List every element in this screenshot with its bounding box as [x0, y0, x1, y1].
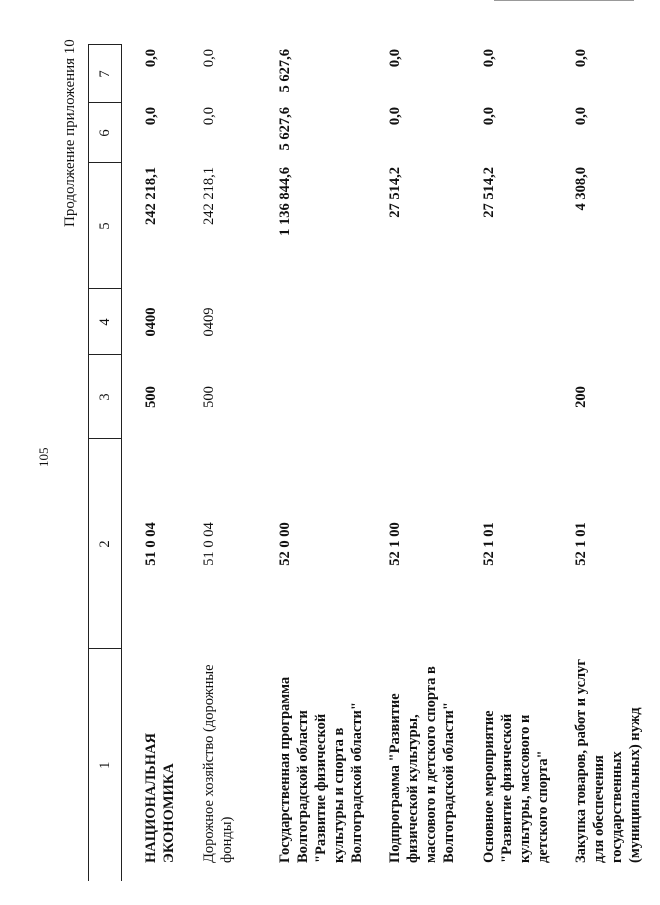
- row-value-7: 0,0: [480, 49, 497, 68]
- row-vr: 200: [572, 386, 589, 408]
- header-col-2: 2: [89, 439, 122, 649]
- table-row: [180, 45, 256, 881]
- header-col-3: 3: [89, 355, 122, 439]
- header-col-5: 5: [89, 163, 122, 289]
- row-value-5: 27 514,2: [386, 167, 403, 218]
- row-vr: [460, 355, 552, 439]
- table-row: [460, 45, 552, 881]
- row-vr: 500: [200, 386, 217, 408]
- header-col-4: 4: [89, 289, 122, 355]
- row-vr: 500: [143, 386, 159, 408]
- row-rz: [366, 289, 460, 355]
- row-value-7: 0,0: [200, 49, 217, 68]
- row-code: 52 1 00: [386, 522, 403, 566]
- row-code: 51 0 04: [200, 522, 217, 566]
- row-value-5: 242 218,1: [200, 167, 217, 225]
- table-row: [256, 45, 366, 881]
- row-vr: [366, 355, 460, 439]
- row-value-6: 0,0: [200, 107, 217, 126]
- row-value-5: 1 136 844,6: [276, 167, 293, 236]
- table-row: [122, 45, 180, 881]
- row-name: Дорожное хозяйство (дорожные фонды): [200, 664, 235, 863]
- row-rz: [460, 289, 552, 355]
- row-rz: 0409: [200, 307, 217, 337]
- row-code: 52 0 00: [276, 522, 293, 566]
- row-value-5: 27 514,2: [480, 167, 497, 218]
- table-row: [552, 45, 660, 881]
- row-value-5: 242 218,1: [143, 167, 159, 225]
- row-value-5: 4 308,0: [572, 167, 589, 211]
- page-number: 105: [36, 447, 51, 467]
- row-name: Государственная программа Волгоградской области "Развитие физической культуры и спорта в Волгоградской области": [276, 676, 365, 863]
- row-value-7: 0,0: [572, 49, 589, 68]
- row-value-6: 5 627,6: [276, 107, 293, 151]
- row-value-7: 0,0: [386, 49, 403, 68]
- row-name: Подпрограмма "Развитие физической культуры, массового и детского спорта в Волгоградской области": [386, 666, 457, 863]
- header-col-1: 1: [89, 649, 122, 881]
- row-name: НАЦИОНАЛЬНАЯ ЭКОНОМИКА: [143, 733, 177, 863]
- row-vr: [256, 355, 366, 439]
- header-col-7: 7: [89, 45, 122, 103]
- row-value-7: 5 627,6: [276, 49, 293, 93]
- row-value-6: 0,0: [480, 107, 497, 126]
- row-value-6: 0,0: [143, 107, 159, 126]
- row-code: 51 0 04: [143, 522, 159, 566]
- budget-table: [88, 45, 660, 882]
- row-name: Основное мероприятие "Развитие физической культуры, массового и детского спорта": [480, 710, 551, 863]
- header-row: [89, 45, 122, 881]
- table-row: [366, 45, 460, 881]
- row-rz: 0400: [143, 307, 159, 337]
- header-col-6: 6: [89, 103, 122, 163]
- row-rz: [552, 289, 660, 355]
- row-value-6: 0,0: [572, 107, 589, 126]
- row-code: 52 1 01: [480, 522, 497, 566]
- row-code: 52 1 01: [572, 522, 589, 566]
- row-value-6: 0,0: [386, 107, 403, 126]
- appendix-caption: Продолжение приложения 10: [62, 39, 78, 227]
- row-rz: [256, 289, 366, 355]
- row-name: Закупка товаров, работ и услуг для обеспечения государственных (муниципальных) нужд: [572, 659, 643, 863]
- row-value-7: 0,0: [143, 49, 159, 68]
